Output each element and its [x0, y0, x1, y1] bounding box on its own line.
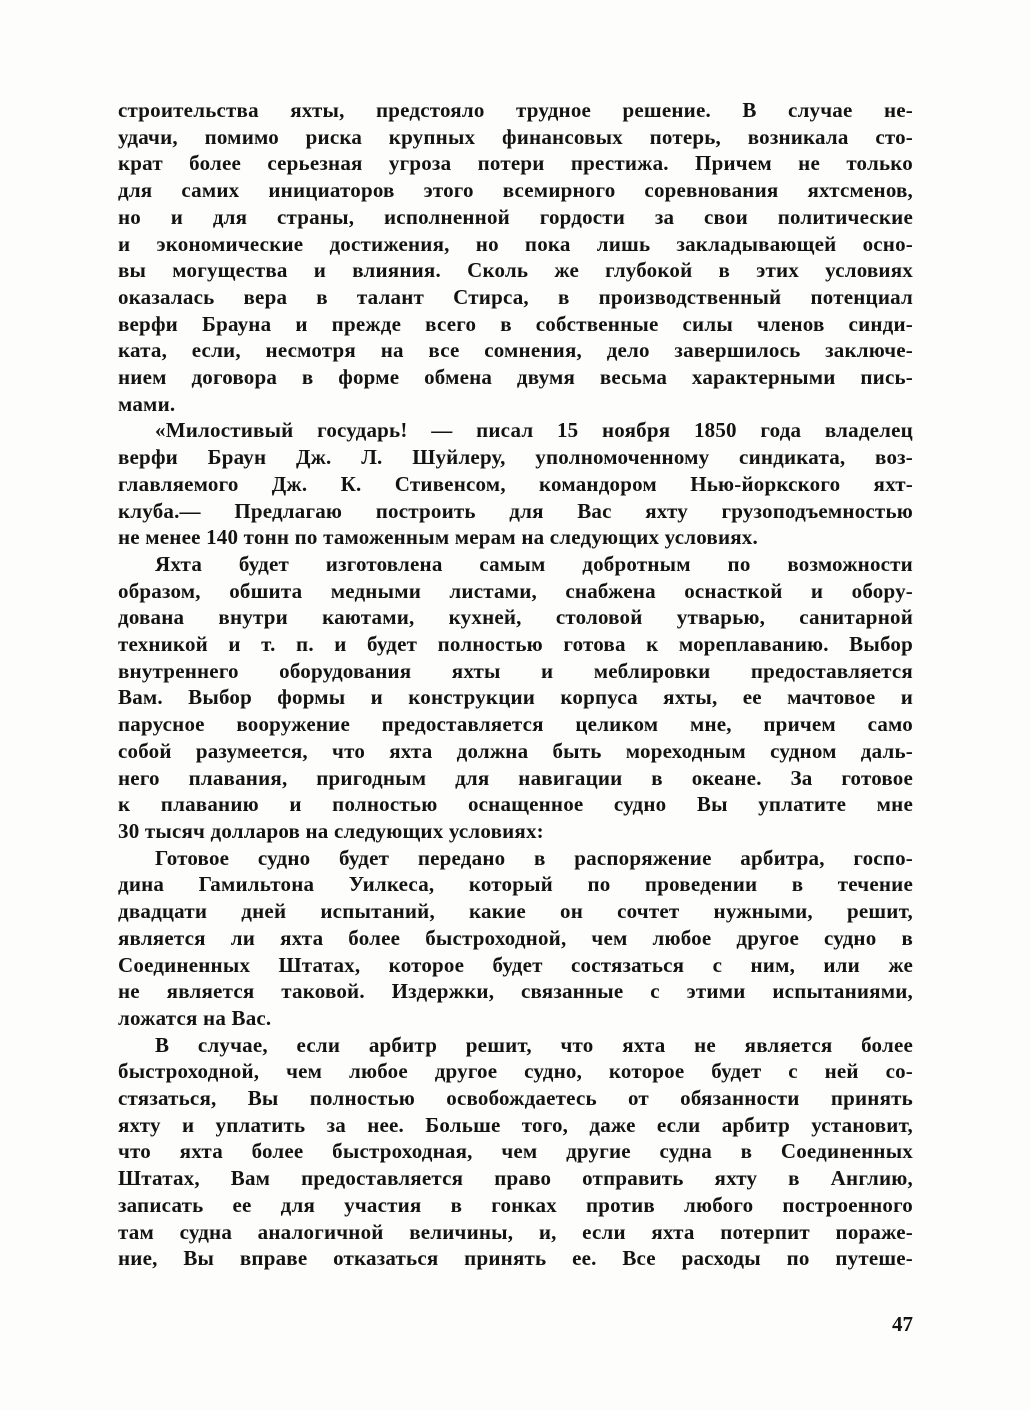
- text-line: техникой и т. п. и будет полностью готова к мореплаванию. Выбор: [118, 632, 913, 657]
- text-line: внутреннего оборудования яхты и меблировки предоставляется: [118, 658, 913, 683]
- text-column: [118, 97, 913, 1272]
- text-line: «Милостивый государь! — писал 15 ноября 1850 года владелец: [155, 418, 913, 443]
- text-line: но и для страны, исполненной гордости за свои политические: [118, 204, 913, 229]
- paragraph: [118, 845, 913, 1032]
- text-line: дована внутри каютами, кухней, столовой утварью, санитарной: [118, 605, 913, 630]
- text-line: главляемого Дж. К. Стивенсом, командором Нью-йоркского яхт-: [118, 471, 913, 496]
- text-line: клуба.— Предлагаю построить для Вас яхту грузоподъемностью: [118, 498, 913, 523]
- paragraph: [118, 551, 913, 845]
- text-line: собой разумеется, что яхта должна быть мореходным судном даль-: [118, 738, 913, 763]
- text-line: стязаться, Вы полностью освобождаетесь от обязанности принять: [118, 1086, 913, 1111]
- text-line: 30 тысяч долларов на следующих условиях:: [118, 818, 544, 843]
- text-line: ката, если, несмотря на все сомнения, дело завершилось заключе-: [118, 338, 913, 363]
- text-line: не менее 140 тонн по таможенным мерам на следующих условиях.: [118, 525, 758, 550]
- text-line: не является таковой. Издержки, связанные с этими испытаниями,: [118, 979, 913, 1004]
- text-line: для самих инициаторов этого всемирного соревнования яхтсменов,: [118, 178, 913, 203]
- text-line: него плавания, пригодным для навигации в океане. За готовое: [118, 765, 913, 790]
- page-number: 47: [892, 1312, 913, 1336]
- text-line: парусное вооружение предоставляется целиком мне, причем само: [118, 712, 913, 737]
- text-line: что яхта более быстроходная, чем другие судна в Соединенных: [118, 1139, 913, 1164]
- paragraph: [118, 97, 913, 417]
- text-line: Штатах, Вам предоставляется право отправить яхту в Англию,: [118, 1166, 913, 1191]
- text-line: ложатся на Вас.: [118, 1005, 272, 1030]
- text-line: Готовое судно будет передано в распоряжение арбитра, госпо-: [155, 845, 913, 870]
- text-line: образом, обшита медными листами, снабжена оснасткой и обору-: [118, 578, 913, 603]
- text-line: Соединенных Штатах, которое будет состязаться с ним, или же: [118, 952, 913, 977]
- text-line: В случае, если арбитр решит, что яхта не является более: [155, 1032, 913, 1057]
- text-line: верфи Брауна и прежде всего в собственные силы членов синди-: [118, 311, 913, 336]
- text-line: крат более серьезная угроза потери престижа. Причем не только: [118, 151, 913, 176]
- text-line: мами.: [118, 391, 176, 416]
- paragraph: [118, 1032, 913, 1272]
- text-line: Вам. Выбор формы и конструкции корпуса яхты, ее мачтовое и: [118, 685, 913, 710]
- text-line: верфи Браун Дж. Л. Шуйлеру, уполномоченному синдиката, воз-: [118, 445, 913, 470]
- text-line: к плаванию и полностью оснащенное судно Вы уплатите мне: [118, 792, 913, 817]
- text-line: яхту и уплатить за нее. Больше того, даже если арбитр установит,: [118, 1112, 913, 1137]
- text-line: там судна аналогичной величины, и, если яхта потерпит пораже-: [118, 1219, 913, 1244]
- text-line: нием договора в форме обмена двумя весьма характерными пись-: [118, 365, 913, 390]
- text-line: двадцати дней испытаний, какие он сочтет нужными, решит,: [118, 899, 913, 924]
- text-line: дина Гамильтона Уилкеса, который по проведении в течение: [118, 872, 913, 897]
- text-line: Яхта будет изготовлена самым добротным по возможности: [155, 551, 913, 576]
- paragraph: [118, 417, 913, 551]
- text-line: вы могущества и влияния. Сколь же глубокой в этих условиях: [118, 258, 913, 283]
- text-line: является ли яхта более быстроходной, чем любое другое судно в: [118, 925, 913, 950]
- text-line: ние, Вы вправе отказаться принять ее. Все расходы по путеше-: [118, 1246, 913, 1271]
- text-line: и экономические достижения, но пока лишь закладывающей осно-: [118, 231, 913, 256]
- text-line: удачи, помимо риска крупных финансовых потерь, возникала сто-: [118, 124, 913, 149]
- text-line: записать ее для участия в гонках против любого построенного: [118, 1192, 913, 1217]
- text-line: строительства яхты, предстояло трудное решение. В случае не-: [118, 98, 913, 122]
- text-line: оказалась вера в талант Стирса, в производственный потенциал: [118, 284, 913, 309]
- text-line: быстроходной, чем любое другое судно, которое будет с ней со-: [118, 1059, 913, 1084]
